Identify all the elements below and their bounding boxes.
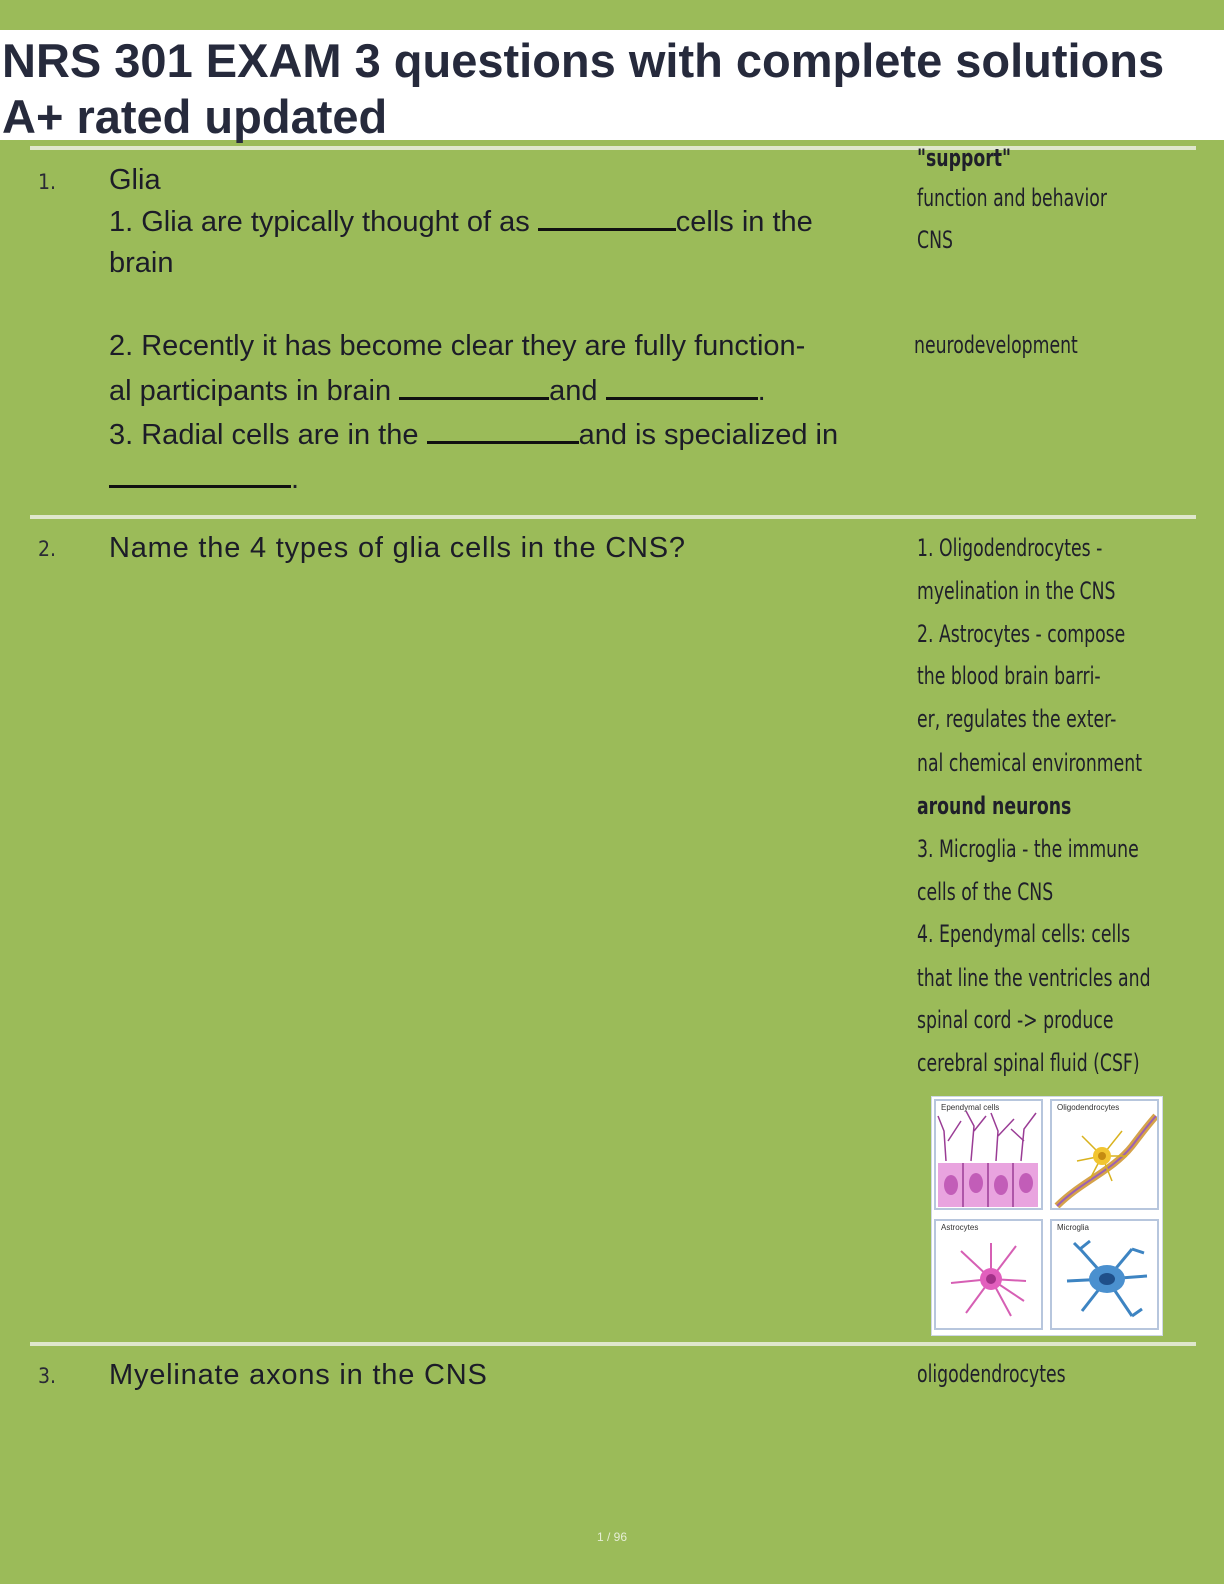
answer-blank (399, 375, 549, 400)
oligodendrocytes-illustration (1052, 1101, 1159, 1210)
answer-text: cells of the CNS (917, 878, 1054, 906)
answer-text: that line the ventricles and (917, 964, 1151, 992)
figure-label: Astrocytes (941, 1223, 979, 1232)
answer-text: "support" (917, 144, 1011, 172)
answer-text: function and behavior (917, 184, 1107, 212)
question-text: Myelinate axons in the CNS (109, 1359, 488, 1391)
answer-text: oligodendrocytes (917, 1360, 1066, 1388)
item-number: 1. (38, 170, 57, 194)
document-title-line-2: A+ rated updated (2, 90, 388, 143)
answer-text: myelination in the CNS (917, 577, 1116, 605)
answer-text: the blood brain barri- (917, 662, 1101, 690)
ependymal-cells-panel (934, 1099, 1043, 1210)
answer-text: 4. Ependymal cells: cells (917, 920, 1131, 948)
question-text: 2. Recently it has become clear they are fully function- (109, 330, 806, 362)
answer-blank (606, 375, 758, 400)
answer-blank (538, 206, 676, 231)
answer-text: 2. Astrocytes - compose (917, 620, 1126, 648)
figure-label: Oligodendrocytes (1057, 1103, 1120, 1112)
answer-text: neurodevelopment (914, 331, 1078, 359)
figure-label: Ependymal cells (941, 1103, 1000, 1112)
divider (30, 146, 1196, 150)
item-number: 3. (38, 1364, 57, 1388)
answer-text: 1. Oligodendrocytes - (917, 534, 1103, 562)
question-text: brain (109, 247, 174, 279)
answer-text: cerebral spinal fluid (CSF) (917, 1049, 1140, 1077)
question-text: al participants in brain and . (109, 375, 766, 407)
answer-blank (427, 419, 579, 444)
oligodendrocytes-panel (1050, 1099, 1159, 1210)
astrocytes-panel (934, 1219, 1043, 1330)
question-text: 3. Radial cells are in the and is specialized in (109, 419, 839, 451)
answer-text: 3. Microglia - the immune (917, 835, 1139, 863)
microglia-illustration (1052, 1221, 1159, 1330)
answer-blank (109, 463, 291, 488)
glia-cells-figure (931, 1096, 1163, 1336)
question-text: Glia (109, 164, 161, 196)
document-title-line-1: NRS 301 EXAM 3 questions with complete solutions (2, 34, 1165, 87)
divider (30, 515, 1196, 519)
answer-text: nal chemical environment (917, 749, 1142, 777)
answer-text: er, regulates the exter- (917, 705, 1117, 733)
divider (30, 1342, 1196, 1346)
answer-text: spinal cord -> produce (917, 1006, 1114, 1034)
question-text: Name the 4 types of glia cells in the CNS? (109, 532, 686, 564)
figure-label: Microglia (1057, 1223, 1090, 1232)
page-number: 1 / 96 (596, 1530, 628, 1544)
answer-text: around neurons (917, 792, 1072, 820)
microglia-panel (1050, 1219, 1159, 1330)
item-number: 2. (38, 537, 57, 561)
astrocytes-illustration (936, 1221, 1043, 1330)
ependymal-cells-illustration (936, 1101, 1043, 1210)
question-text: 1. Glia are typically thought of as cells in the (109, 206, 813, 238)
answer-text: CNS (917, 226, 953, 254)
question-text: . (109, 463, 299, 494)
